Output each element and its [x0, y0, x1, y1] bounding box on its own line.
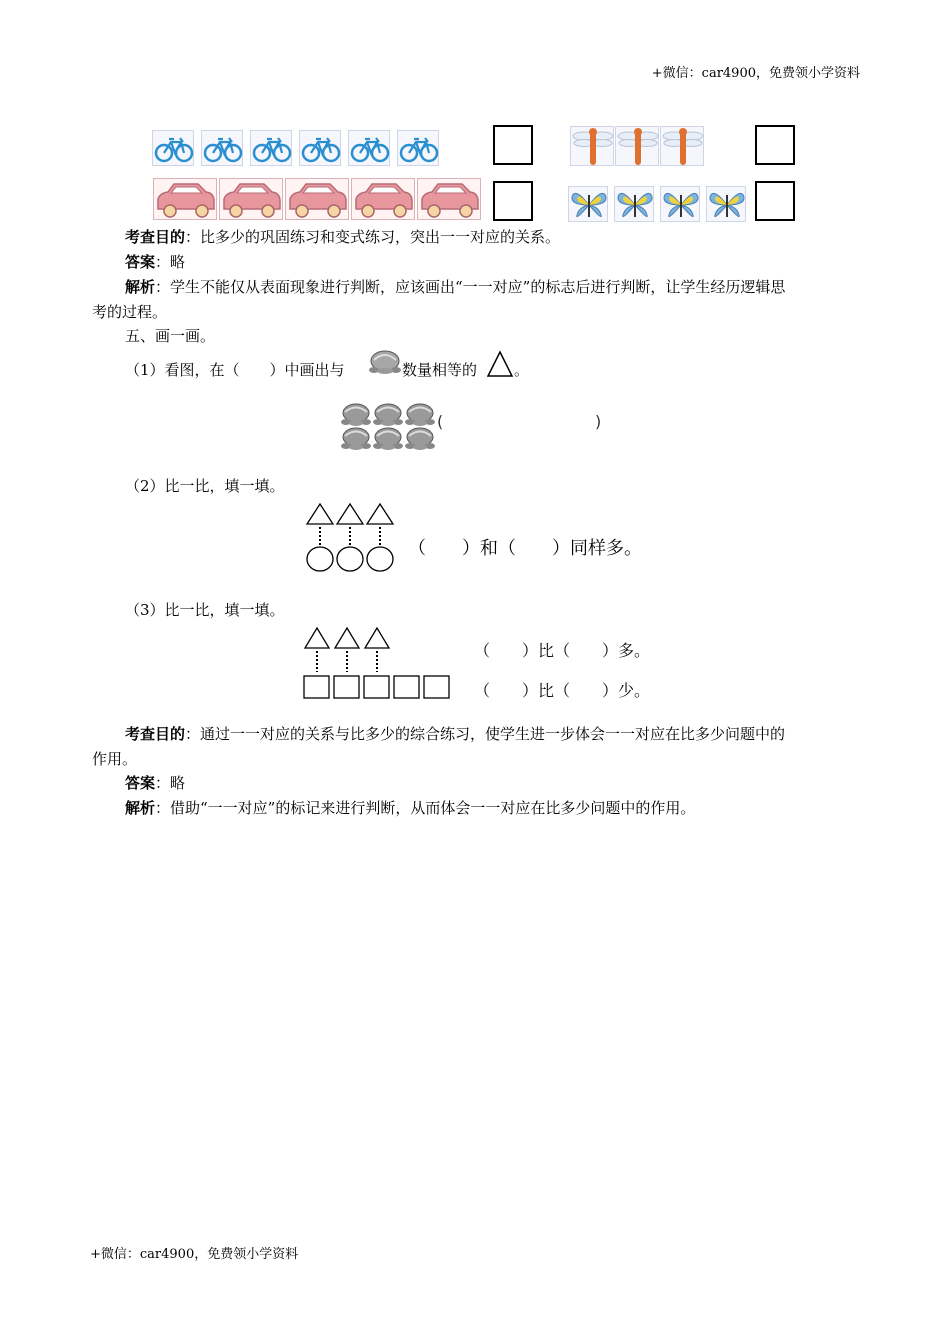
question-1-text: （1）看图，在（ ）中画出与	[125, 361, 345, 379]
dragonfly-icon	[615, 126, 659, 166]
triangle-icon	[367, 504, 393, 524]
drawing-area[interactable]	[450, 406, 590, 440]
paren-open: (	[437, 412, 444, 431]
purpose-label: 考查目的	[125, 228, 186, 246]
bicycle-icon	[250, 130, 292, 166]
turtle-icon	[368, 348, 402, 376]
bicycle-icon	[397, 130, 439, 166]
section-title: 五、画一画。	[125, 327, 216, 345]
analysis-text-line1: ：学生不能仅从表面现象进行判断，应该画出“一一对应”的标志后进行判断，让学生经历逻辑思	[155, 278, 786, 296]
car-icon	[153, 178, 217, 220]
butterfly-icon	[706, 186, 746, 222]
car-icon	[219, 178, 283, 220]
car-icon	[351, 178, 415, 220]
answer-label: 答案	[125, 253, 156, 271]
analysis-text-line2: 考的过程。	[92, 303, 168, 321]
analysis-label: 解析	[125, 278, 156, 296]
turtle-icon	[404, 426, 436, 456]
purpose-label-5: 考查目的	[125, 725, 186, 743]
footer-note: +微信：car4900，免费领小学资料	[90, 1247, 299, 1262]
answer-box-bicycles[interactable]	[493, 125, 533, 165]
circle-icon	[337, 547, 363, 571]
answer-paragraph-5	[125, 773, 185, 793]
triangle-square-diagram	[300, 624, 458, 702]
triangle-icon	[486, 350, 514, 378]
bicycle-icon	[348, 130, 390, 166]
square-icon	[364, 676, 389, 698]
triangle-circle-diagram	[302, 500, 402, 574]
butterfly-icon	[660, 186, 700, 222]
car-icon	[417, 178, 481, 220]
question-3-text: （3）比一比，填一填。	[125, 601, 285, 619]
purpose-text: ：比多少的巩固练习和变式练习，突出一一对应的关系。	[185, 228, 561, 246]
triangle-icon	[337, 504, 363, 524]
triangle-icon	[307, 504, 333, 524]
square-icon	[334, 676, 359, 698]
square-icon	[394, 676, 419, 698]
triangle-icon	[335, 628, 359, 648]
analysis-text-5: ：借助“一一对应”的标记来进行判断，从而体会一一对应在比多少问题中的作用。	[155, 799, 696, 817]
analysis-paragraph-4	[125, 277, 785, 297]
question-1-end: 。	[514, 361, 530, 379]
answer-paragraph-4	[125, 252, 185, 272]
analysis-paragraph-5	[125, 798, 695, 818]
square-icon	[304, 676, 329, 698]
turtle-icon	[372, 426, 404, 456]
dragonfly-icon	[660, 126, 704, 166]
answer-box-dragonflies[interactable]	[755, 125, 795, 165]
paren-close: )	[595, 412, 602, 431]
answer-box-cars[interactable]	[493, 181, 533, 221]
analysis-label-5: 解析	[125, 799, 156, 817]
triangle-icon	[365, 628, 389, 648]
circle-icon	[367, 547, 393, 571]
purpose-text-5-line1: ：通过一一对应的关系与比多少的综合练习，使学生进一步体会一一对应在比多少问题中的	[185, 725, 786, 743]
purpose-text-5-line2: 作用。	[92, 750, 138, 768]
header-note: +微信：car4900，免费领小学资料	[651, 66, 860, 81]
question-3-line1: （ ）比（ ）多。	[474, 641, 651, 660]
purpose-paragraph-4	[125, 227, 560, 247]
question-2-text: （2）比一比，填一填。	[125, 477, 285, 495]
bicycle-icon	[152, 130, 194, 166]
question-2-blank-sentence: （ ）和（ ）同样多。	[408, 538, 642, 559]
car-icon	[285, 178, 349, 220]
bicycle-icon	[299, 130, 341, 166]
answer-text: ：略	[155, 253, 186, 271]
square-icon	[424, 676, 449, 698]
answer-text-5: ：略	[155, 774, 186, 792]
butterfly-icon	[568, 186, 608, 222]
question-3-line2: （ ）比（ ）少。	[474, 681, 651, 700]
triangle-icon	[305, 628, 329, 648]
answer-label-5: 答案	[125, 774, 156, 792]
question-1-suffix: 数量相等的	[402, 361, 478, 379]
answer-box-butterflies[interactable]	[755, 181, 795, 221]
purpose-paragraph-5	[125, 724, 785, 744]
bicycle-icon	[201, 130, 243, 166]
dragonfly-icon	[570, 126, 614, 166]
circle-icon	[307, 547, 333, 571]
butterfly-icon	[614, 186, 654, 222]
turtle-icon	[340, 426, 372, 456]
